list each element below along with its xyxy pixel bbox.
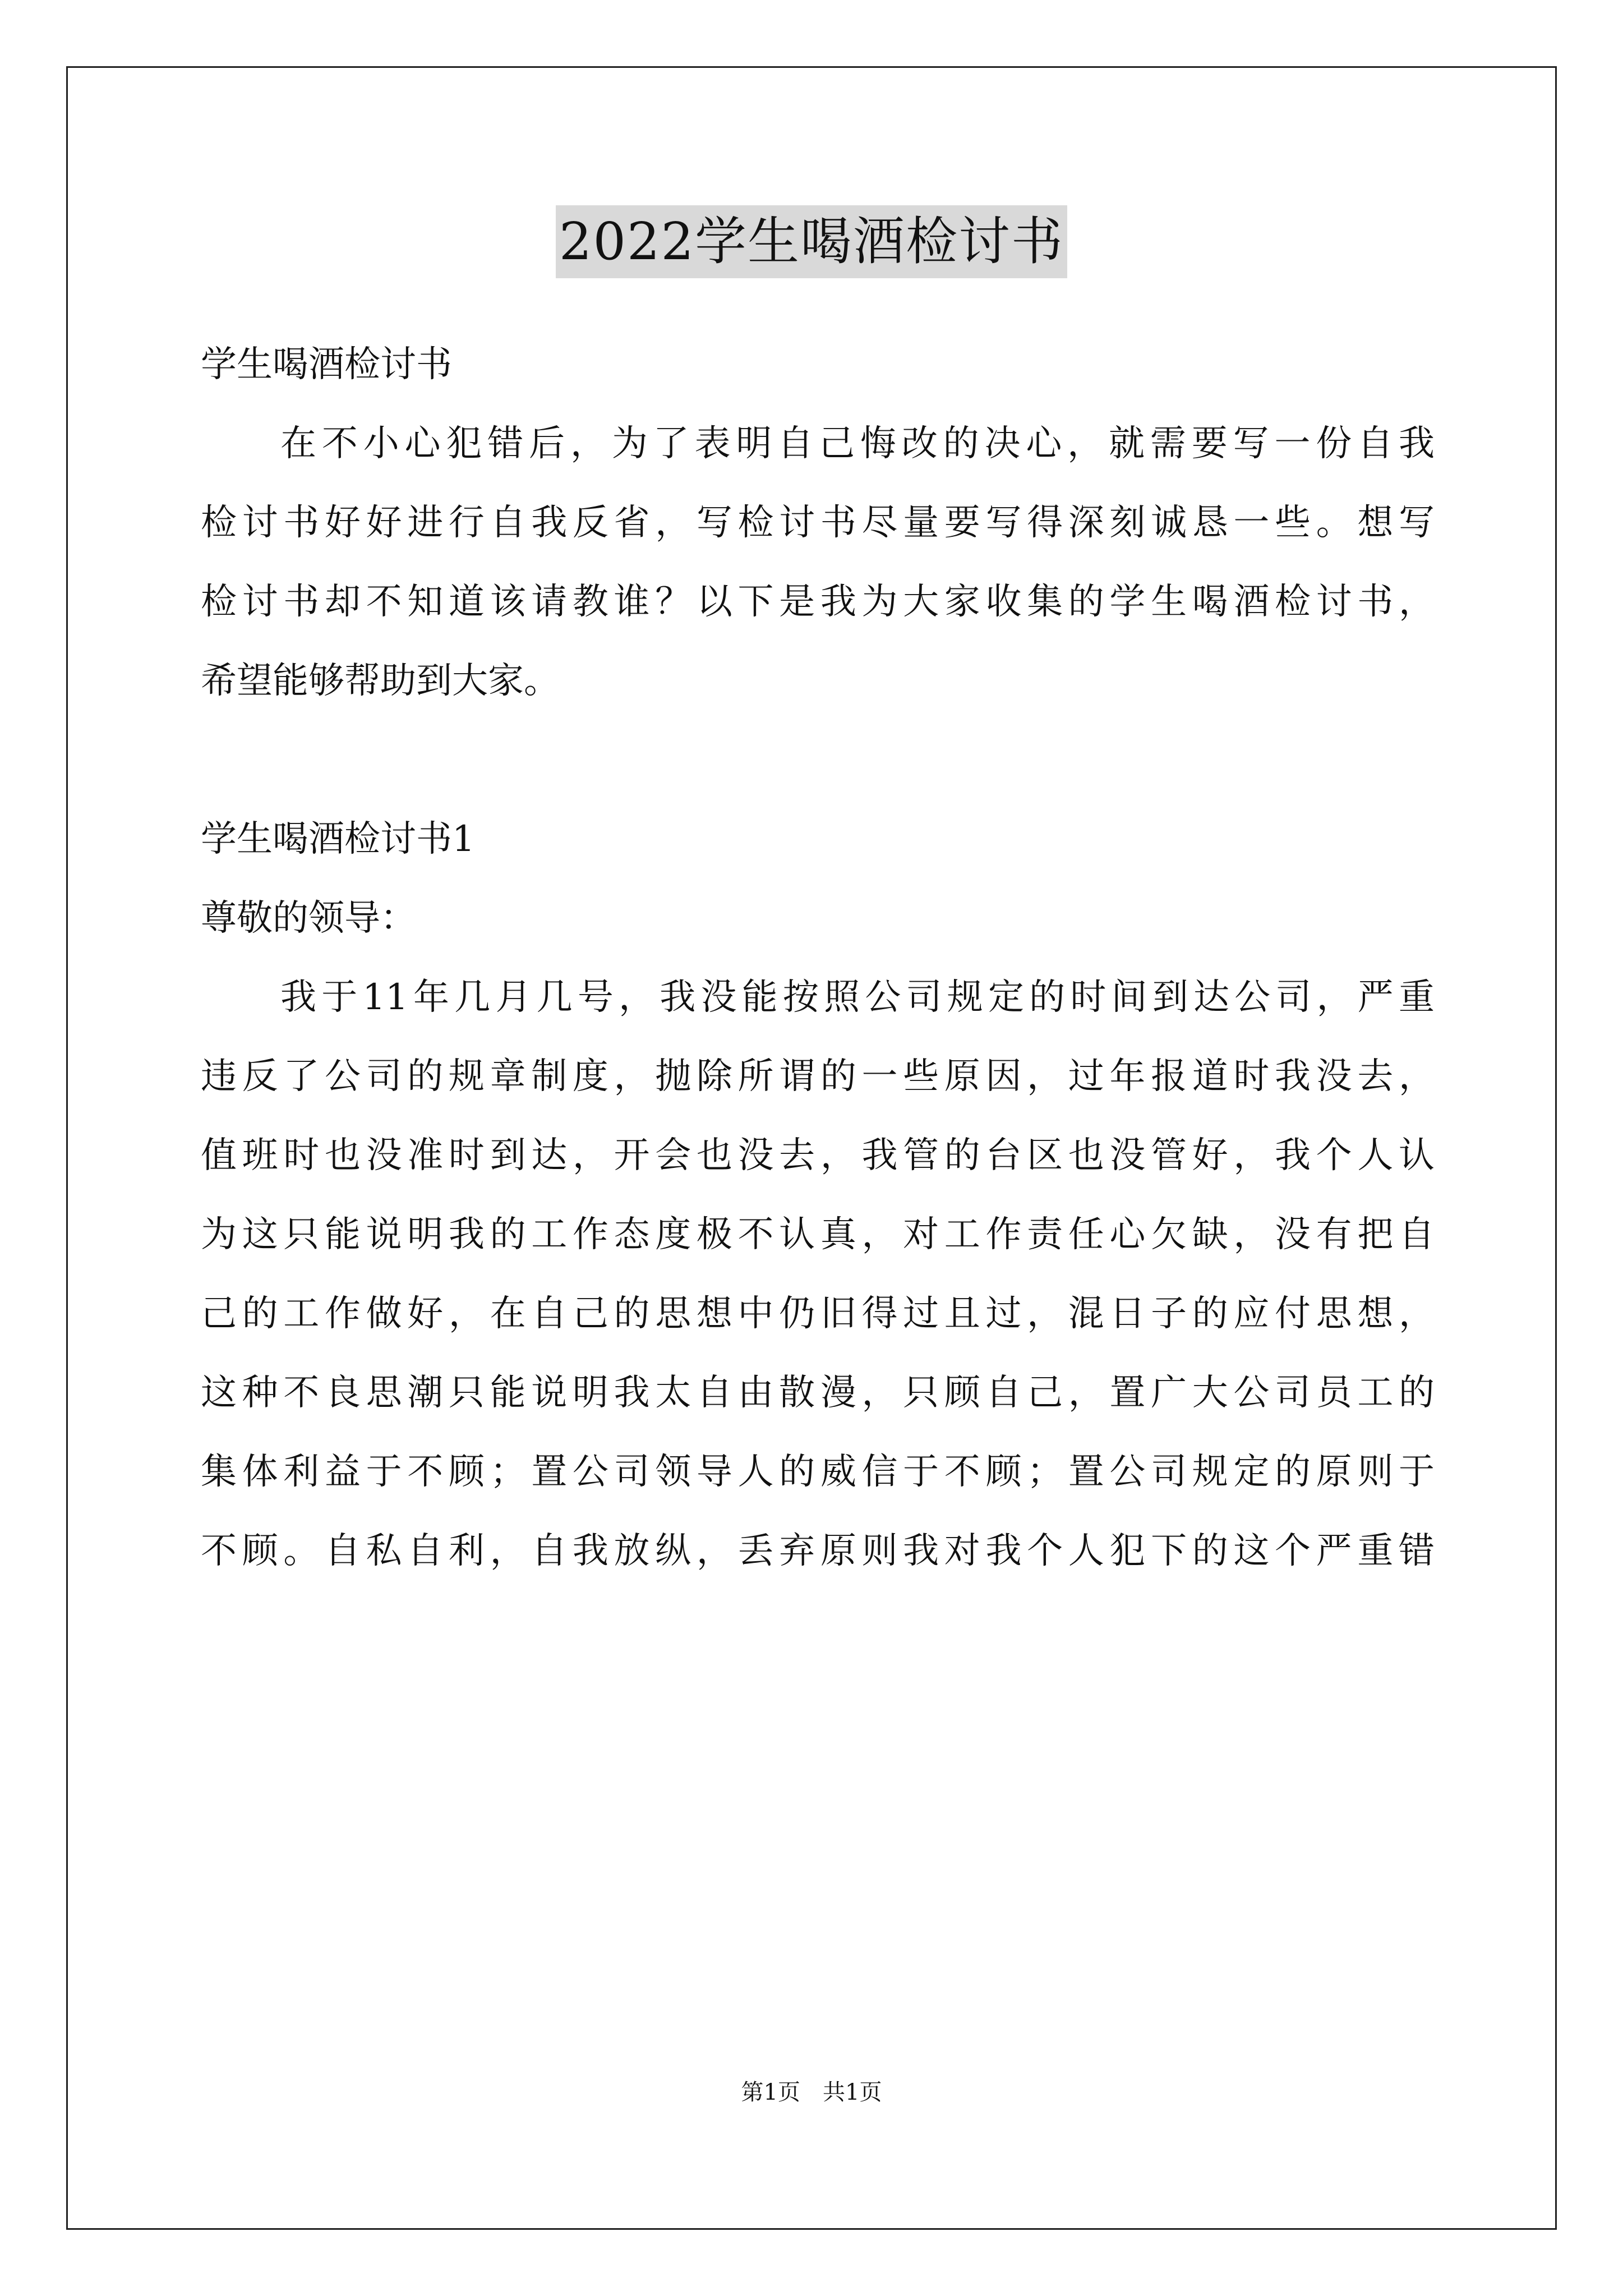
body-line: 我于11年几月几号，我没能按照公司规定的时间到达公司，严重 bbox=[280, 977, 1435, 1018]
intro-line: 在不小心犯错后，为了表明自己悔改的决心，就需要写一份自我 bbox=[280, 423, 1435, 464]
body-line: 这种不良思潮只能说明我太自由散漫，只顾自己，置广大公司员工的 bbox=[201, 1372, 1435, 1414]
body-line: 己的工作做好，在自己的思想中仍旧得过且过，混日子的应付思想， bbox=[201, 1293, 1435, 1335]
page-number-total: 共1页 bbox=[823, 2079, 882, 2105]
document-title: 2022学生喝酒检讨书 bbox=[556, 205, 1067, 278]
subtitle: 学生喝酒检讨书 bbox=[201, 344, 452, 385]
intro-line: 希望能够帮助到大家。 bbox=[201, 660, 560, 702]
body-line: 为这只能说明我的工作态度极不认真，对工作责任心欠缺，没有把自 bbox=[201, 1214, 1435, 1255]
document-body bbox=[201, 325, 1435, 1591]
intro-line: 检讨书却不知道该请教谁？以下是我为大家收集的学生喝酒检讨书， bbox=[201, 581, 1435, 623]
body-line: 集体利益于不顾；置公司领导人的威信于不顾；置公司规定的原则于 bbox=[201, 1451, 1435, 1493]
body-line: 违反了公司的规章制度，抛除所谓的一些原因，过年报道时我没去， bbox=[201, 1056, 1435, 1097]
title-container bbox=[0, 205, 1623, 278]
paragraph-gap bbox=[201, 721, 1435, 800]
body-line: 值班时也没准时到达，开会也没去，我管的台区也没管好，我个人认 bbox=[201, 1135, 1435, 1176]
section-heading: 学生喝酒检讨书1 bbox=[201, 818, 475, 860]
body-line: 不顾。自私自利，自我放纵，丢弃原则我对我个人犯下的这个严重错 bbox=[201, 1530, 1435, 1572]
page-number-current: 第1页 bbox=[741, 2079, 800, 2105]
salutation: 尊敬的领导： bbox=[201, 898, 416, 939]
intro-line: 检讨书好好进行自我反省，写检讨书尽量要写得深刻诚恳一些。想写 bbox=[201, 502, 1435, 544]
page-footer bbox=[0, 2076, 1623, 2109]
